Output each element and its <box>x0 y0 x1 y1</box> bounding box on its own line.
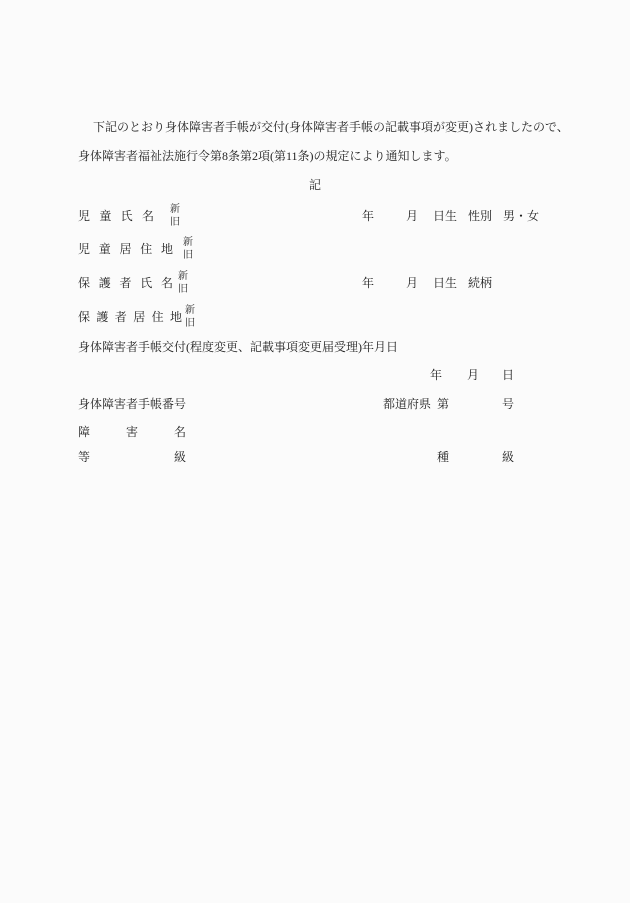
guardian-name-label: 保 護 者 氏 名 <box>78 276 173 290</box>
number-prefix: 第 <box>437 397 450 411</box>
new-old-stack <box>178 271 188 296</box>
certificate-number-label: 身体障害者手帳番号 <box>78 397 187 411</box>
issue-date-month: 月 <box>467 368 480 382</box>
section-heading-ki: 記 <box>308 178 321 192</box>
disability-name-row <box>0 425 630 439</box>
disability-name-label: 障 害 名 <box>78 425 186 439</box>
grade-kind-label: 種 <box>437 450 450 464</box>
form-row-child-address <box>0 236 630 262</box>
old-label: 旧 <box>183 249 193 261</box>
sex-label: 性別 <box>468 209 493 223</box>
guardian-address-label: 保 護 者 居 住 地 <box>78 310 182 324</box>
issue-date-day: 日 <box>502 368 515 382</box>
new-label: 新 <box>183 237 193 248</box>
new-label: 新 <box>170 204 180 215</box>
form-row-guardian-name <box>0 270 630 296</box>
old-label: 旧 <box>170 216 180 228</box>
new-label: 新 <box>185 305 195 316</box>
form-row-child-name <box>0 203 630 229</box>
day-born-label: 日生 <box>433 276 458 290</box>
prefecture-label: 都道府県 <box>383 397 432 411</box>
new-old-stack <box>183 237 193 262</box>
grade-row <box>0 450 630 464</box>
day-born-label: 日生 <box>433 209 458 223</box>
issue-date-row <box>0 368 630 382</box>
month-label: 月 <box>406 276 419 290</box>
grade-label: 等 級 <box>78 450 186 464</box>
new-old-stack <box>185 305 195 330</box>
new-old-stack <box>170 204 180 229</box>
new-label: 新 <box>178 271 188 282</box>
issue-line-row <box>0 340 630 354</box>
child-name-label: 児 童 氏 名 <box>78 209 154 223</box>
issue-date-year: 年 <box>430 368 443 382</box>
issue-line: 身体障害者手帳交付(程度変更、記載事項変更届受理)年月日 <box>78 340 398 354</box>
relation-label: 続柄 <box>468 276 493 290</box>
grade-class-label: 級 <box>502 450 515 464</box>
old-label: 旧 <box>185 317 195 329</box>
certificate-number-row <box>0 397 630 411</box>
form-row-guardian-address <box>0 304 630 330</box>
year-label: 年 <box>362 209 375 223</box>
old-label: 旧 <box>178 283 188 295</box>
month-label: 月 <box>406 209 419 223</box>
child-address-label: 児 童 居 住 地 <box>78 242 173 256</box>
sex-options: 男・女 <box>503 209 540 223</box>
intro-line-2: 身体障害者福祉法施行令第8条第2項(第11条)の規定により通知します。 <box>78 149 457 163</box>
year-label: 年 <box>362 276 375 290</box>
number-suffix: 号 <box>502 397 515 411</box>
intro-line-1: 下記のとおり身体障害者手帳が交付(身体障害者手帳の記載事項が変更)されましたので、 <box>93 120 569 134</box>
